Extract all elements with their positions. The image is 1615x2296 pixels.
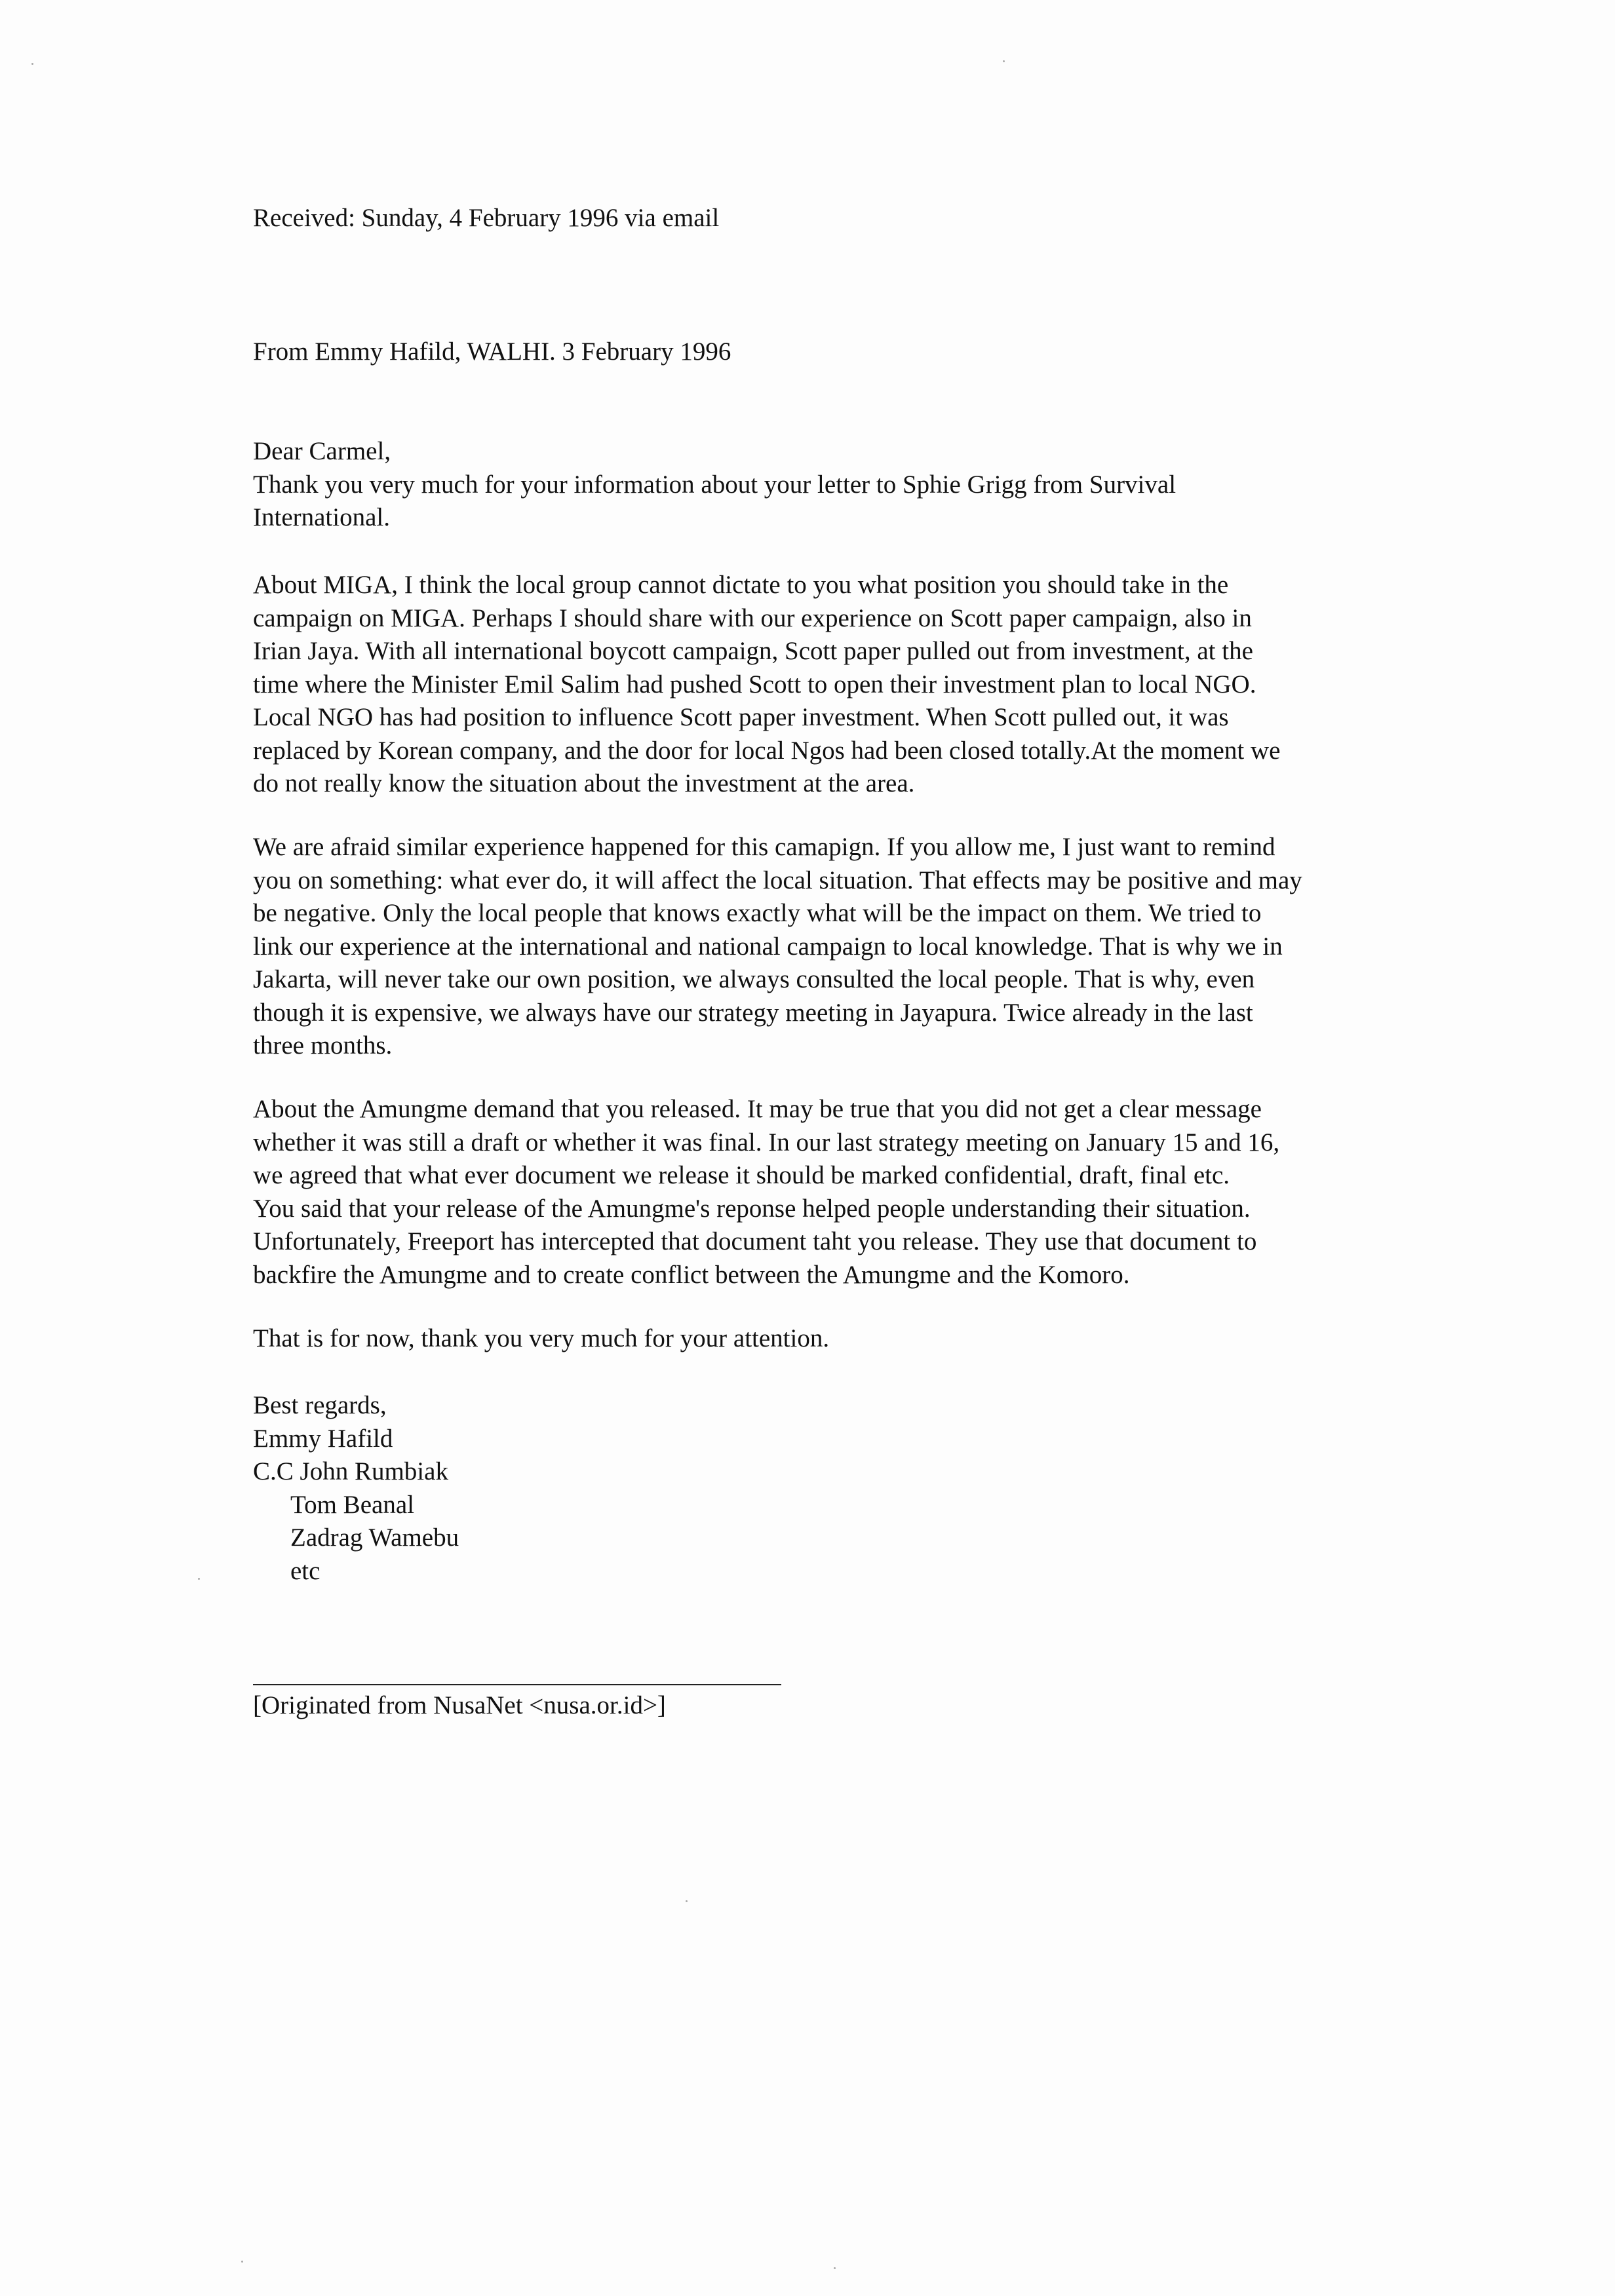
intro-line: International. — [253, 503, 390, 531]
paragraph-line: Irian Jaya. With all international boycott campaign, Scott paper pulled out from investment, at the — [253, 637, 1253, 665]
paragraph-line: three months. — [253, 1031, 393, 1060]
paragraph-line: be negative. Only the local people that knows exactly what will be the impact on them. We tried to — [253, 899, 1262, 927]
paragraph-line: Local NGO has had position to influence Scott paper investment. When Scott pulled out, it was — [253, 703, 1229, 731]
scan-speck — [834, 2267, 836, 2269]
cc-line: C.C John Rumbiak — [253, 1457, 448, 1485]
cc-recipient: Tom Beanal — [290, 1490, 414, 1519]
paragraph-line: Jakarta, will never take our own position, we always consulted the local people. That is why, even — [253, 965, 1255, 993]
scan-speck — [198, 1578, 200, 1580]
footer-divider — [253, 1684, 781, 1685]
paragraph-line: time where the Minister Emil Salim had pushed Scott to open their investment plan to local NGO. — [253, 670, 1256, 698]
scan-speck — [686, 1900, 688, 1902]
scan-speck — [1003, 60, 1005, 62]
paragraph-line: campaign on MIGA. Perhaps I should share with our experience on Scott paper campaign, also in — [253, 603, 1252, 632]
paragraph-line: About MIGA, I think the local group cannot dictate to you what position you should take in the — [253, 571, 1229, 599]
cc-recipient: etc — [290, 1556, 321, 1585]
paragraph-afraid — [253, 831, 1433, 1063]
from-text: From Emmy Hafild, WALHI. 3 February 1996 — [253, 337, 731, 366]
closing-text: That is for now, thank you very much for your attention. — [253, 1324, 830, 1352]
signer-name: Emmy Hafild — [253, 1424, 393, 1453]
received-text: Received: Sunday, 4 February 1996 via email — [253, 204, 720, 232]
paragraph-line: backfire the Amungme and to create conflict between the Amungme and the Komoro. — [253, 1260, 1130, 1289]
paragraph-line: Unfortunately, Freeport has intercepted that document taht you release. They use that document to — [253, 1227, 1257, 1255]
paragraph-line: replaced by Korean company, and the door for local Ngos had been closed totally.At the moment we — [253, 736, 1281, 765]
intro-line: Thank you very much for your information about your letter to Sphie Grigg from Survival — [253, 470, 1177, 499]
paragraph-line: About the Amungme demand that you released. It may be true that you did not get a clear message — [253, 1095, 1262, 1123]
paragraph-line: though it is expensive, we always have our strategy meeting in Jayapura. Twice already in the last — [253, 998, 1253, 1027]
from-line — [253, 335, 1433, 369]
paragraph-line: you on something: what ever do, it will affect the local situation. That effects may be positive and may — [253, 866, 1302, 894]
paragraph-line: whether it was still a draft or whether it was final. In our last strategy meeting on January 15 and 16, — [253, 1128, 1280, 1157]
footer — [253, 1689, 1433, 1723]
scan-speck — [241, 2261, 243, 2263]
regards-text: Best regards, — [253, 1391, 387, 1419]
salutation: Dear Carmel, — [253, 437, 391, 465]
signoff-block — [253, 1389, 1433, 1588]
paragraph-amungme — [253, 1093, 1433, 1292]
closing-paragraph — [253, 1322, 1433, 1356]
letter-body — [253, 435, 1433, 535]
paragraph-line: We are afraid similar experience happened for this camapign. If you allow me, I just want to remind — [253, 833, 1275, 861]
paragraph-line: we agreed that what ever document we release it should be marked confidential, draft, final etc. — [253, 1161, 1230, 1189]
paragraph-line: link our experience at the international and national campaign to local knowledge. That is why we in — [253, 932, 1283, 961]
paragraph-miga — [253, 569, 1433, 801]
paragraph-line: You said that your release of the Amungme's reponse helped people understanding their situation. — [253, 1194, 1251, 1223]
received-line — [253, 202, 1433, 235]
scan-speck — [31, 63, 33, 65]
cc-recipient: Zadrag Wamebu — [290, 1523, 459, 1552]
paragraph-line: do not really know the situation about the investment at the area. — [253, 769, 915, 797]
origin-note: [Originated from NusaNet <nusa.or.id>] — [253, 1691, 666, 1719]
